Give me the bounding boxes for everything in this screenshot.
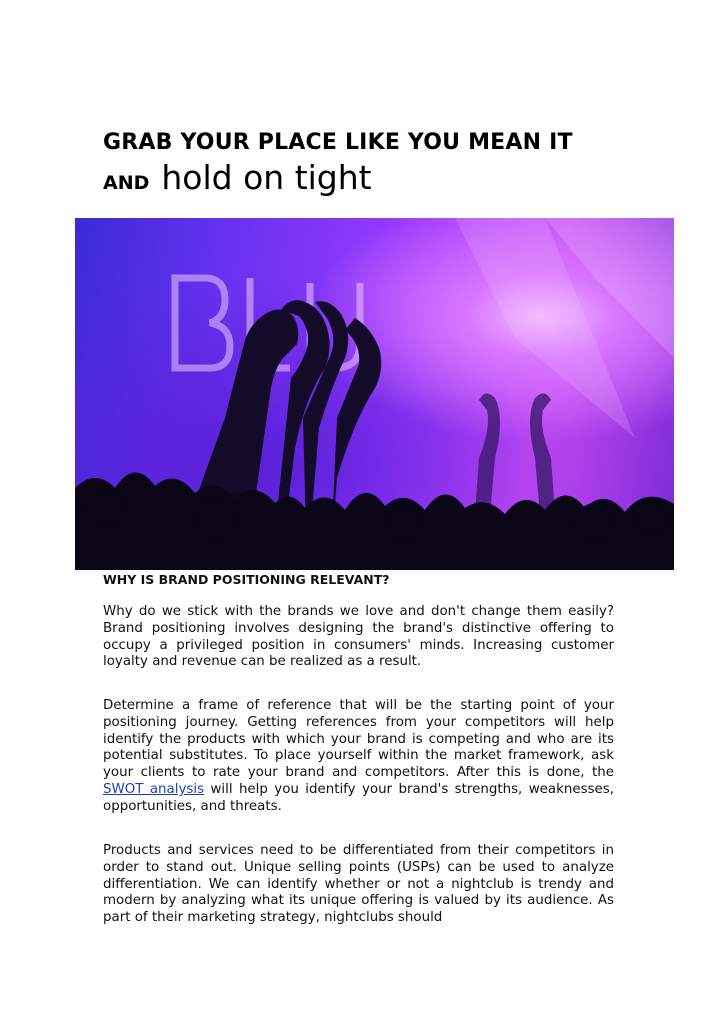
page-subtitle xyxy=(103,158,623,197)
title-script-text: hold on tight xyxy=(161,158,372,197)
paragraph-frame-of-reference xyxy=(103,698,614,816)
hero-illustration xyxy=(75,218,674,570)
paragraph-text-segment: will help you identify your brand's strengths, weaknesses, opportunities, and threats. xyxy=(103,781,614,814)
page-title: GRAB YOUR PLACE LIKE YOU MEAN IT xyxy=(103,130,573,155)
section-heading: WHY IS BRAND POSITIONING RELEVANT? xyxy=(103,572,390,587)
swot-analysis-link[interactable]: SWOT analysis xyxy=(103,781,205,797)
crowd-silhouette xyxy=(75,472,674,570)
paragraph-differentiation: Products and services need to be differentiated from their competitors in order to stand out. Unique selling points (USPs) can be used to analyze differentiation. We can identify whether or not a nightclub is trendy and modern by analyzing what its unique offering is valued by its audience. As part of their marketing strategy, nightclubs should xyxy=(103,843,614,926)
paragraph-text-segment: Determine a frame of reference that will be the starting point of your positioning journey. Getting references from your competitors will help identify the products with which your brand is competing and who are its potential substitutes. To place yourself within the market framework, ask your clients to rate your brand and competitors. After this is done, the xyxy=(103,698,614,781)
concert-crowd-heart-hands-image xyxy=(75,218,674,570)
title-and-word: AND xyxy=(103,172,150,194)
paragraph-why-brands: Why do we stick with the brands we love and don't change them easily? Brand positioning involves designing the brand's distinctive offering to occupy a privileged position in consumers' minds. Increasing customer loyalty and revenue can be realized as a result. xyxy=(103,604,614,670)
